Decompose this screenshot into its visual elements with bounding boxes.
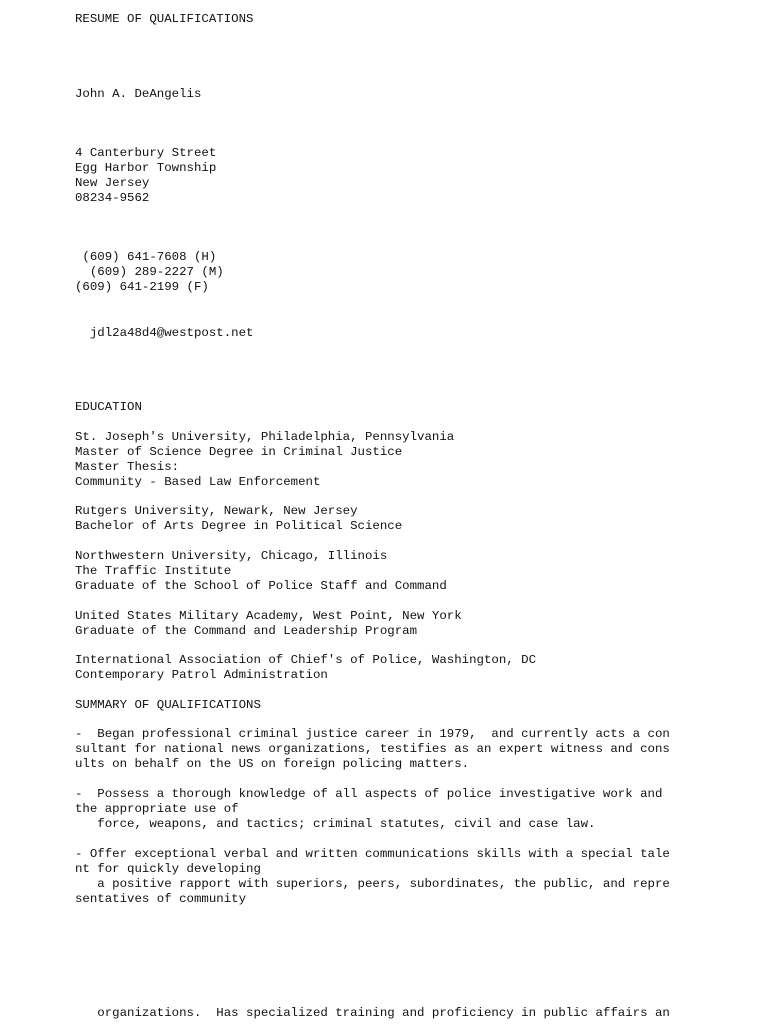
summary-line: force, weapons, and tactics; criminal statutes, civil and case law. — [75, 817, 596, 831]
summary-line: ults on behalf on the US on foreign policing matters. — [75, 757, 470, 771]
summary-continuation-line: organizations. Has specialized training and proficiency in public affairs an — [75, 1006, 670, 1020]
address-township: Egg Harbor Township — [75, 161, 217, 175]
education-line: United States Military Academy, West Point, New York — [75, 609, 462, 623]
phone-fax: (609) 641-2199 (F) — [75, 280, 209, 294]
address-street: 4 Canterbury Street — [75, 146, 217, 160]
address-state: New Jersey — [75, 176, 150, 190]
education-line: Master Thesis: — [75, 460, 180, 474]
summary-line: a positive rapport with superiors, peers, subordinates, the public, and repre — [75, 877, 670, 891]
education-line: Master of Science Degree in Criminal Justice — [75, 445, 403, 459]
email-address: jdl2a48d4@westpost.net — [75, 326, 254, 340]
education-line: Rutgers University, Newark, New Jersey — [75, 504, 358, 518]
education-line: Northwestern University, Chicago, Illinois — [75, 549, 388, 563]
education-line: St. Joseph's University, Philadelphia, Pennsylvania — [75, 430, 455, 444]
education-line: The Traffic Institute — [75, 564, 232, 578]
education-line: Graduate of the School of Police Staff and Command — [75, 579, 447, 593]
phone-mobile: (609) 289-2227 (M) — [75, 265, 224, 279]
education-heading: EDUCATION — [75, 400, 142, 414]
summary-line: nt for quickly developing — [75, 862, 261, 876]
summary-line: sentatives of community — [75, 892, 247, 906]
resume-heading: RESUME OF QUALIFICATIONS — [75, 12, 254, 26]
address-zip: 08234-9562 — [75, 191, 150, 205]
education-line: Graduate of the Command and Leadership Program — [75, 624, 418, 638]
summary-line: sultant for national news organizations, testifies as an expert witness and cons — [75, 742, 670, 756]
summary-line: - Possess a thorough knowledge of all aspects of police investigative work and — [75, 787, 663, 801]
summary-line: the appropriate use of — [75, 802, 239, 816]
summary-line: - Offer exceptional verbal and written communications skills with a special tale — [75, 847, 670, 861]
applicant-name: John A. DeAngelis — [75, 87, 202, 101]
education-line: Contemporary Patrol Administration — [75, 668, 328, 682]
education-line: Bachelor of Arts Degree in Political Science — [75, 519, 403, 533]
education-line: Community - Based Law Enforcement — [75, 475, 321, 489]
education-line: International Association of Chief's of Police, Washington, DC — [75, 653, 537, 667]
summary-heading: SUMMARY OF QUALIFICATIONS — [75, 698, 261, 712]
phone-home: (609) 641-7608 (H) — [75, 250, 217, 264]
summary-line: - Began professional criminal justice career in 1979, and currently acts a con — [75, 727, 670, 741]
